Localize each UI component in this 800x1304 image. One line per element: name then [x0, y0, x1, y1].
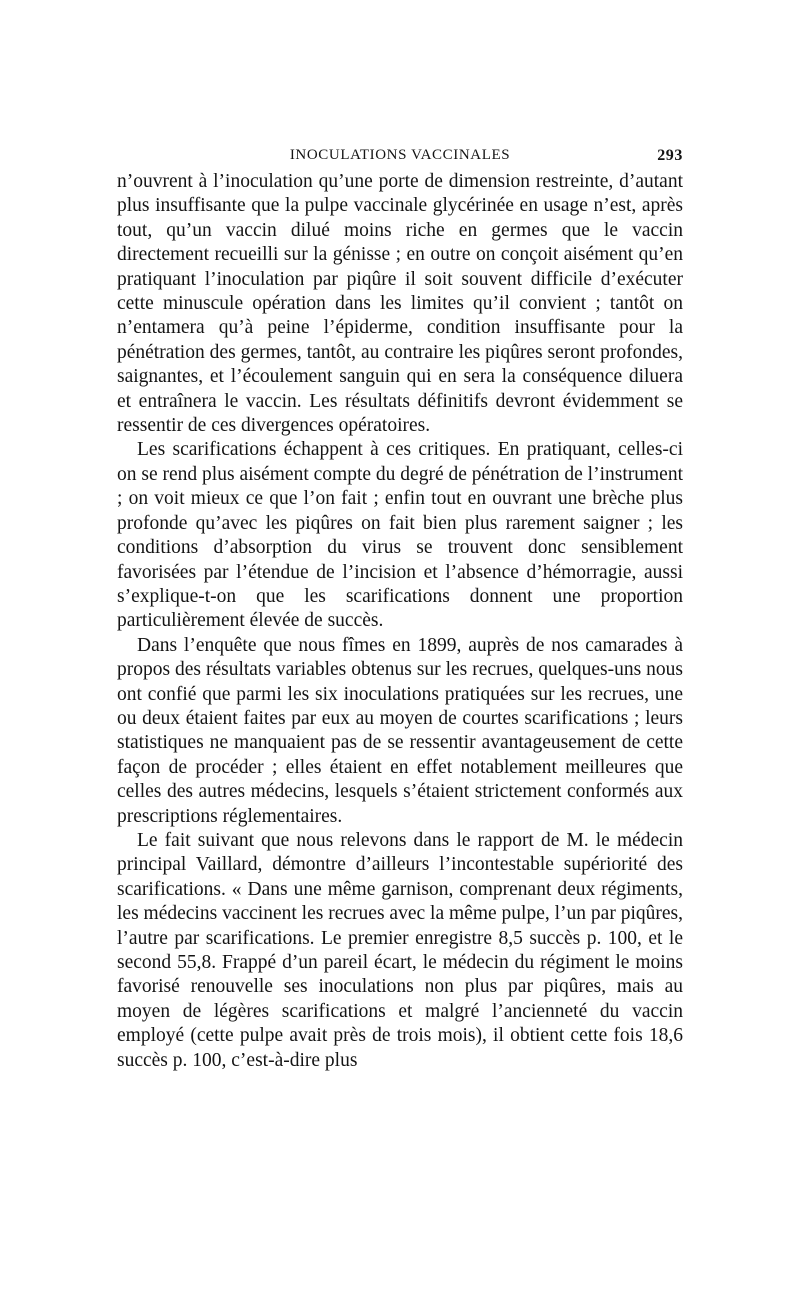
- running-head: [117, 140, 683, 170]
- book-page: [117, 140, 683, 1073]
- paragraph-enquete-1899: Dans l’enquête que nous fîmes en 1899, auprès de nos camarades à propos des résultats variables obtenus sur les recrues, quelques-uns nous ont confié que parmi les six inoculations pratiquées sur les recrues, une ou deux étaient faites par eux au moyen de courtes scarifications ; leurs statistiques ne manquaient pas de se ressentir avantageusement de cette façon de procéder ; elles étaient en effet notablement meilleures que celles des autres médecins, lesquels s’étaient strictement conformés aux prescriptions réglementaires.: [117, 634, 683, 827]
- paragraph-scarifications: Les scarifications échappent à ces critiques. En pratiquant, celles-ci on se rend plus aisément compte du degré de pénétration de l’instrument ; on voit mieux ce que l’on fait ; enfin tout en ouvrant une brèche plus profonde qu’avec les piqûres on fait bien plus rarement saigner ; les conditions d’absorption du virus se trouvent donc sensiblement favorisées par l’étendue de l’incision et l’absence d’hémorragie, aussi s’explique-t-on que les scarifications donnent une proportion particulièrement élevée de succès.: [117, 439, 683, 632]
- paragraph-rapport-vaillard: Le fait suivant que nous relevons dans le rapport de M. le médecin principal Vaillard, démontre d’ailleurs l’incontestable supériorité des scarifications. « Dans une même garnison, comprenant deux régiments, les médecins vaccinent les recrues avec la même pulpe, l’un par piqûres, l’autre par scarifications. Le premier enregistre 8,5 succès p. 100, et le second 55,8. Frappé d’un pareil écart, le médecin du régiment le moins favorisé renouvelle ses inoculations non plus par piqûres, mais au moyen de légères scarifications et malgré l’ancienneté du vaccin employé (cette pulpe avait près de trois mois), il obtient cette fois 18,6 succès p. 100, c’est-à-dire plus: [117, 829, 683, 1071]
- running-title: INOCULATIONS VACCINALES: [289, 147, 511, 163]
- body-text: [117, 170, 683, 1073]
- paragraph-continuation: n’ouvrent à l’inoculation qu’une porte de dimension restreinte, d’autant plus insuffisante que la pulpe vaccinale glycérinée en usage n’est, après tout, qu’un vaccin dilué moins riche en germes que le vaccin directement recueilli sur la génisse ; en outre on conçoit aisément qu’en pratiquant l’inoculation par piqûre il soit souvent difficile d’exécuter cette minuscule opération dans les limites qu’il convient ; tantôt on n’entamera qu’à peine l’épiderme, condition insuffisante pour la pénétration des germes, tantôt, au contraire les piqûres seront profondes, saignantes, et l’écoulement sanguin qui en sera la conséquence diluera et entraînera le vaccin. Les résultats définitifs devront évidemment se ressentir de ces divergences opératoires.: [117, 171, 683, 437]
- page-number: 293: [657, 147, 683, 164]
